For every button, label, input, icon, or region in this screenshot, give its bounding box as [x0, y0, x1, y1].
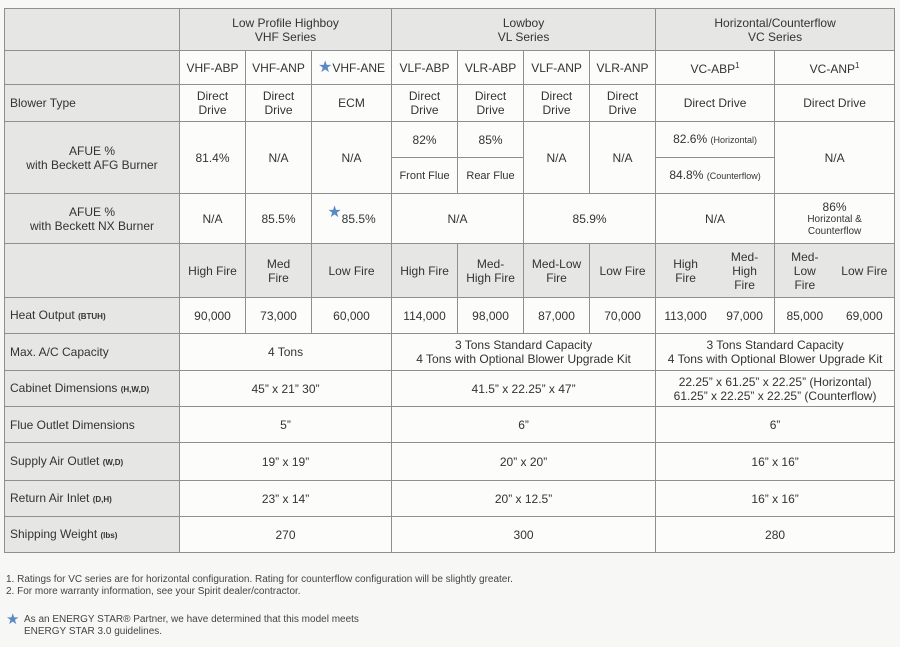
blower-text: Direct — [540, 89, 573, 103]
afue-afg-vhf-ane: N/A — [312, 122, 392, 194]
afue-note: (Horizontal) — [710, 135, 757, 145]
blower-text: Drive — [198, 103, 227, 117]
blower-text: Drive — [542, 103, 571, 117]
model-vc-abp-label: VC-ABP — [690, 62, 736, 76]
heat-output-cell: 114,000 — [392, 298, 458, 334]
row-label-blower: Blower Type — [5, 85, 180, 122]
supply-vc: 16” x 16” — [656, 443, 895, 481]
blower-text: Drive — [608, 103, 637, 117]
blower-text: Drive — [476, 103, 505, 117]
return-unit: (D,H) — [92, 494, 112, 504]
fire-text: Med — [266, 256, 291, 271]
row-label-supply — [5, 443, 180, 481]
ac-vl — [392, 334, 656, 371]
afue-afg-vhf-abp: 81.4% — [180, 122, 246, 194]
fire-vhf-low: Low Fire — [312, 244, 392, 298]
fire-text: Med- — [476, 256, 505, 271]
flue-vhf: 5” — [180, 407, 392, 443]
model-vhf-ane — [312, 51, 392, 85]
return-vhf: 23” x 14” — [180, 481, 392, 517]
model-vlr-anp: VLR-ANP — [590, 51, 656, 85]
row-label-flue: Flue Outlet Dimensions — [5, 407, 180, 443]
return-vl: 20” x 12.5” — [392, 481, 656, 517]
fire-label-cell — [5, 244, 180, 298]
heat-output-cell: 113,000 — [664, 308, 707, 323]
return-vc: 16” x 16” — [656, 481, 895, 517]
model-vlf-abp: VLF-ABP — [392, 51, 458, 85]
corner-cell — [5, 9, 180, 51]
fire-text: Med- — [730, 249, 759, 264]
afue-afg-vlr-anp: N/A — [590, 122, 656, 194]
cabinet-row — [5, 371, 895, 407]
blower-vc-anp: Direct Drive — [775, 85, 895, 122]
ac-text: 3 Tons Standard Capacity — [454, 338, 593, 352]
blower-text: Drive — [264, 103, 293, 117]
blower-vlr-abp — [458, 85, 524, 122]
blower-vlf-abp — [392, 85, 458, 122]
model-vc-anp-label: VC-ANP — [809, 62, 856, 76]
cabinet-vc — [656, 371, 895, 407]
blower-vc-abp: Direct Drive — [656, 85, 775, 122]
supply-unit: (W,D) — [102, 457, 124, 467]
vl-series-line1: Lowboy — [502, 15, 545, 30]
model-vhf-abp: VHF-ABP — [180, 51, 246, 85]
footnote-mark: 1 — [855, 61, 860, 70]
row-label-afue-afg — [5, 122, 180, 194]
return-row — [5, 481, 895, 517]
model-vlr-abp: VLR-ABP — [458, 51, 524, 85]
afue-nx-label2: with Beckett NX Burner — [29, 218, 155, 233]
energy-star-icon: ★ — [6, 611, 20, 628]
energy-star-line1: As an ENERGY STAR® Partner, we have determined that this model meets — [24, 614, 359, 625]
fire-text: Fire — [734, 277, 755, 292]
weight-vc: 280 — [656, 517, 895, 553]
afue-nx-vhf-ane-value: 85.5% — [341, 211, 376, 226]
heat-output-cell: 85,000 — [786, 308, 824, 323]
fire-text: Fire — [794, 277, 816, 292]
fire-vhf-med — [246, 244, 312, 298]
vhf-series-header — [180, 9, 392, 51]
afue-afg-vc-abp-counterflow — [656, 158, 775, 194]
weight-label: Shipping Weight — [10, 526, 98, 541]
blower-row — [5, 85, 895, 122]
energy-star-icon: ★ — [318, 58, 333, 76]
spec-table — [4, 8, 895, 553]
afue-nx-vl-abp: N/A — [392, 194, 524, 244]
row-label-ac-capacity: Max. A/C Capacity — [5, 334, 180, 371]
fire-text: High — [732, 263, 757, 278]
afue-nx-vl-anp: 85.9% — [524, 194, 656, 244]
row-label-afue-nx — [5, 194, 180, 244]
afue-afg-label1: AFUE % — [68, 143, 115, 158]
heat-output-vc-group-2 — [775, 298, 895, 334]
cabinet-text: 61.25” x 22.25” x 22.25” (Counterflow) — [673, 388, 877, 403]
afue-rear-flue: Rear Flue — [458, 158, 524, 194]
vl-series-line2: VL Series — [497, 29, 550, 44]
heat-output-cell: 98,000 — [458, 298, 524, 334]
weight-vl: 300 — [392, 517, 656, 553]
afue-afg-vc-anp: N/A — [775, 122, 895, 194]
blower-text: Direct — [262, 89, 295, 103]
heat-output-cell: 70,000 — [590, 298, 656, 334]
afue-note: (Counterflow) — [706, 171, 761, 181]
model-vlf-anp: VLF-ANP — [524, 51, 590, 85]
flue-vc: 6” — [656, 407, 895, 443]
weight-vhf: 270 — [180, 517, 392, 553]
afue-nx-vhf-anp: 85.5% — [246, 194, 312, 244]
blower-vhf-abp — [180, 85, 246, 122]
heat-output-unit: (BTUH) — [78, 311, 106, 321]
cabinet-text: 22.25” x 61.25” x 22.25” (Horizontal) — [678, 374, 872, 389]
blower-vlr-anp — [590, 85, 656, 122]
afue-nx-vc-anp-value: 86% — [822, 199, 847, 214]
cabinet-vhf: 45” x 21” 30” — [180, 371, 392, 407]
afue-nx-vhf-ane — [312, 194, 392, 244]
blower-vhf-anp — [246, 85, 312, 122]
vc-series-line1: Horizontal/Counterflow — [714, 15, 836, 30]
fire-text: High Fire — [466, 270, 515, 285]
return-label: Return Air Inlet — [10, 490, 90, 505]
model-vhf-ane-label: VHF-ANE — [332, 60, 386, 75]
cabinet-vl: 41.5” x 22.25” x 47” — [392, 371, 656, 407]
ac-text: 4 Tons with Optional Blower Upgrade Kit — [416, 352, 631, 366]
afue-value: 84.8% — [669, 168, 704, 182]
vc-series-line2: VC Series — [748, 29, 803, 44]
fire-text: Low — [793, 263, 816, 278]
fire-vc-group-2 — [775, 244, 895, 298]
blower-text: Direct — [606, 89, 639, 103]
heat-output-cell: 87,000 — [524, 298, 590, 334]
model-vc-anp — [775, 51, 895, 85]
afue-afg-vc-abp-horizontal — [656, 122, 775, 158]
footnote-1: 1. Ratings for VC series are for horizontal configuration. Rating for counterflow configuration will be slightly greater. — [6, 574, 513, 585]
supply-vl: 20” x 20” — [392, 443, 656, 481]
afue-afg-row-top — [5, 122, 895, 158]
fire-text: Fire — [546, 270, 567, 285]
vhf-series-line1: Low Profile Highboy — [232, 15, 339, 30]
supply-label: Supply Air Outlet — [10, 453, 100, 468]
afue-nx-label1: AFUE % — [68, 204, 115, 219]
ac-vhf: 4 Tons — [180, 334, 392, 371]
weight-unit: (lbs) — [100, 530, 118, 540]
model-header-row — [5, 51, 895, 85]
supply-vhf: 19” x 19” — [180, 443, 392, 481]
vl-series-header — [392, 9, 656, 51]
heat-output-vc-group-1 — [656, 298, 775, 334]
ac-text: 4 Tons with Optional Blower Upgrade Kit — [667, 352, 883, 366]
blower-vlf-anp — [524, 85, 590, 122]
weight-row — [5, 517, 895, 553]
fire-text: High — [673, 256, 698, 271]
fire-vc-med-high — [715, 250, 774, 292]
energy-star-line2: ENERGY STAR 3.0 guidelines. — [24, 626, 163, 637]
blower-text: Drive — [410, 103, 439, 117]
heat-output-cell: 60,000 — [312, 298, 392, 334]
row-label-return — [5, 481, 180, 517]
afue-afg-label2: with Beckett AFG Burner — [26, 157, 158, 172]
afue-afg-vlr-abp: 85% — [458, 122, 524, 158]
fire-vl-med-high — [458, 244, 524, 298]
blower-text: Direct — [408, 89, 441, 103]
fire-vl-med-low — [524, 244, 590, 298]
fire-vc-low: Low Fire — [841, 263, 888, 278]
row-label-weight — [5, 517, 180, 553]
fire-vc-med-low — [775, 250, 835, 292]
supply-row — [5, 443, 895, 481]
fire-text: Med- — [791, 249, 819, 264]
afue-nx-vc-anp-note2: Counterflow — [807, 225, 862, 237]
model-vhf-anp: VHF-ANP — [246, 51, 312, 85]
heat-output-label: Heat Output — [10, 307, 75, 322]
afue-nx-vc-abp: N/A — [656, 194, 775, 244]
ac-capacity-row — [5, 334, 895, 371]
flue-vl: 6” — [392, 407, 656, 443]
energy-star-note — [6, 611, 359, 638]
heat-output-row — [5, 298, 895, 334]
afue-nx-row — [5, 194, 895, 244]
footnote-mark: 1 — [735, 61, 740, 70]
ac-vc — [656, 334, 895, 371]
afue-front-flue: Front Flue — [392, 158, 458, 194]
blower-text: Direct — [196, 89, 229, 103]
fire-vc-group-1 — [656, 244, 775, 298]
fire-vl-high: High Fire — [392, 244, 458, 298]
cabinet-unit: (H,W,D) — [120, 384, 150, 394]
flue-row — [5, 407, 895, 443]
afue-value: 82.6% — [673, 132, 708, 146]
blower-text: Direct — [474, 89, 507, 103]
ac-text: 3 Tons Standard Capacity — [706, 338, 844, 352]
afue-afg-vhf-anp: N/A — [246, 122, 312, 194]
series-header-row — [5, 9, 895, 51]
energy-star-icon: ★ — [327, 203, 342, 221]
model-vc-abp — [656, 51, 775, 85]
afue-afg-vlf-abp: 82% — [392, 122, 458, 158]
heat-output-cell: 73,000 — [246, 298, 312, 334]
fire-vc-high — [656, 257, 715, 285]
fire-rate-row — [5, 244, 895, 298]
vhf-series-line2: VHF Series — [254, 29, 317, 44]
afue-nx-vc-anp — [775, 194, 895, 244]
cabinet-label: Cabinet Dimensions — [10, 380, 118, 395]
row-label-heat-output — [5, 298, 180, 334]
footnote-2: 2. For more warranty information, see your Spirit dealer/contractor. — [6, 586, 301, 597]
fire-text: Fire — [675, 270, 696, 285]
heat-output-cell: 97,000 — [726, 308, 763, 323]
fire-text: Med-Low — [531, 256, 582, 271]
model-label-cell — [5, 51, 180, 85]
vc-series-header — [656, 9, 895, 51]
heat-output-cell: 69,000 — [845, 308, 883, 323]
fire-text: Fire — [268, 270, 289, 285]
afue-afg-vlf-anp: N/A — [524, 122, 590, 194]
footnotes — [6, 574, 886, 598]
row-label-cabinet — [5, 371, 180, 407]
fire-vhf-high: High Fire — [180, 244, 246, 298]
fire-vl-low: Low Fire — [590, 244, 656, 298]
heat-output-cell: 90,000 — [180, 298, 246, 334]
blower-vhf-ane: ECM — [312, 85, 392, 122]
afue-nx-vc-anp-note1: Horizontal & — [807, 213, 862, 225]
afue-nx-vhf-abp: N/A — [180, 194, 246, 244]
